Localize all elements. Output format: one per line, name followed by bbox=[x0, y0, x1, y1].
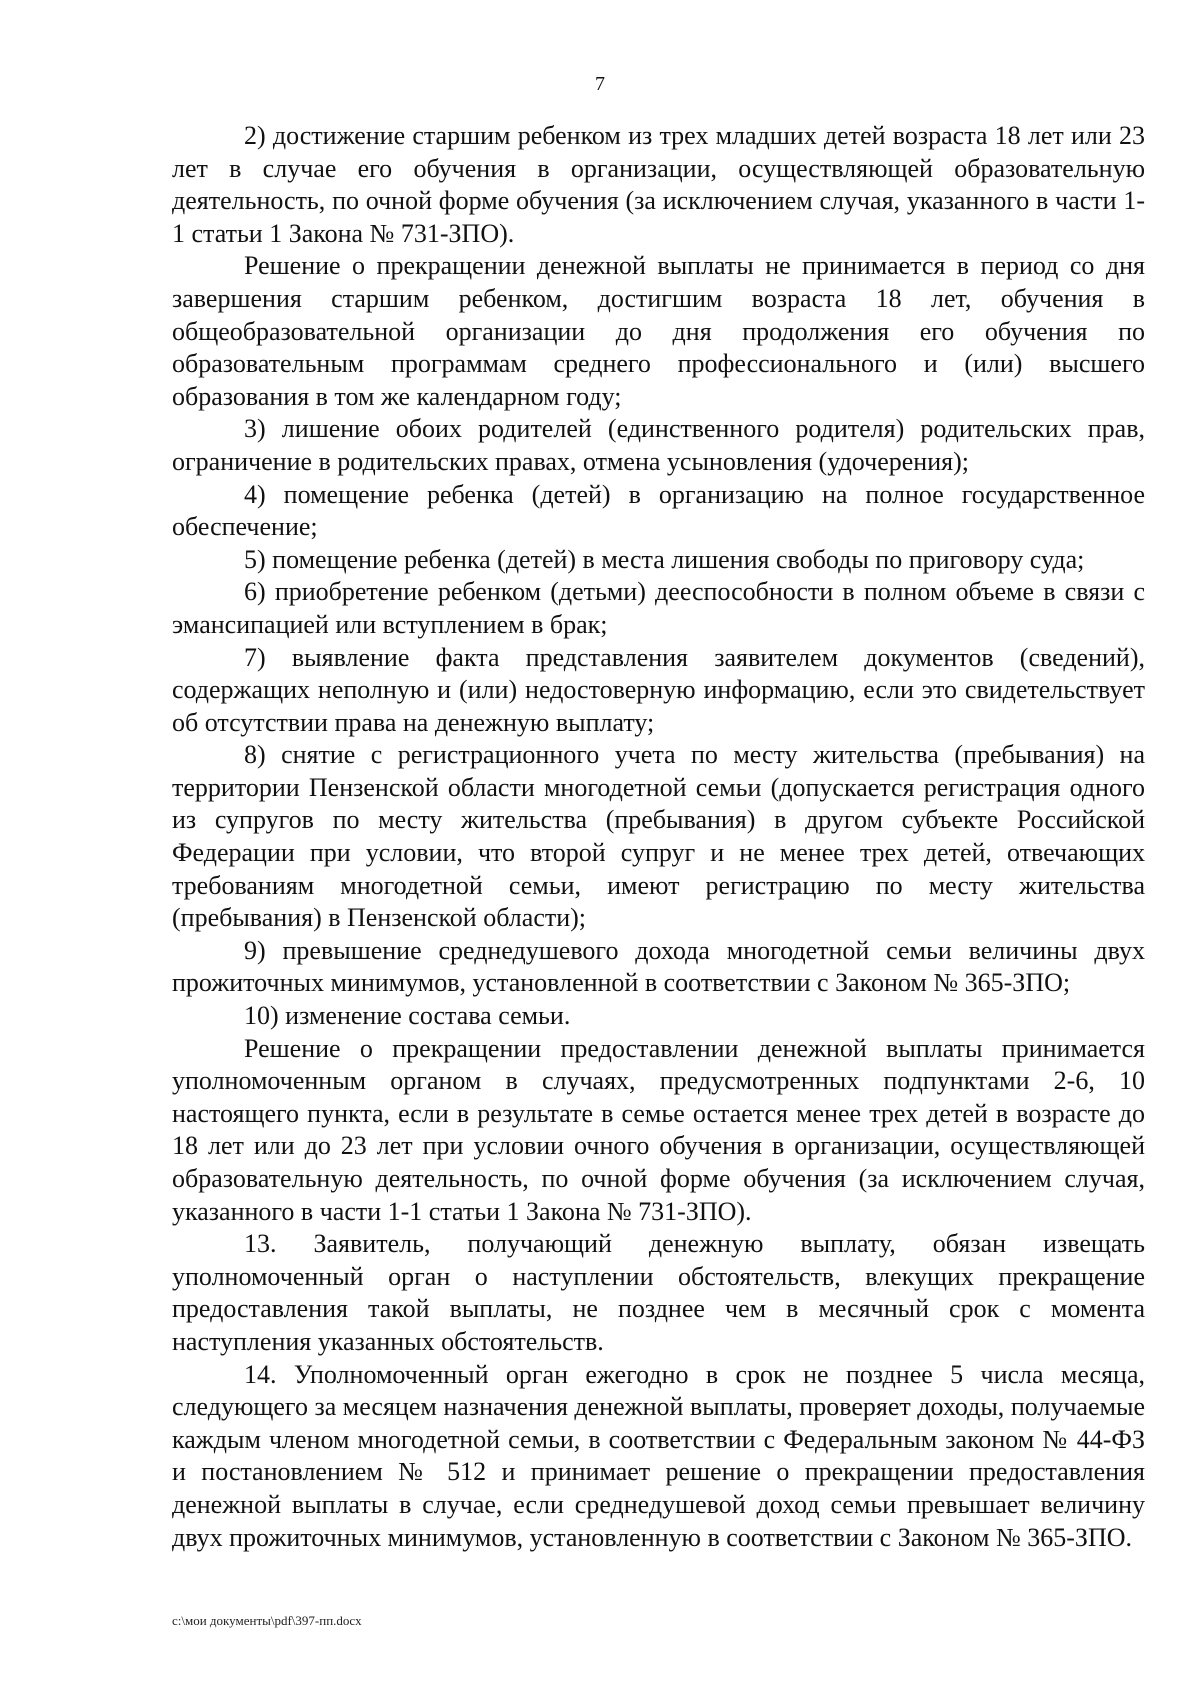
paragraph-item-6: 6) приобретение ребенком (детьми) дееспособности в полном объеме в связи с эмансипацией или вступлением в брак; bbox=[172, 577, 1145, 639]
paragraph-item-2: 2) достижение старшим ребенком из трех младших детей возраста 18 лет или 23 лет в случае его обучения в организации, осуществляющей образовательную деятельность, по очной форме обучения (за исключением случая, указанного в части 1-1 статьи 1 Закона № 731-ЗПО). bbox=[172, 121, 1145, 248]
paragraph-item-8: 8) снятие с регистрационного учета по месту жительства (пребывания) на территории Пензенской области многодетной семьи (допускается регистрация одного из супругов по месту жительства (пребывания) в другом субъекте Российской Федерации при условии, что второй супруг и не менее трех детей, отвечающих требованиям многодетной семьи, имеют регистрацию по месту жительства (пребывания) в Пензенской области); bbox=[172, 740, 1145, 933]
paragraph-item-7: 7) выявление факта представления заявителем документов (сведений), содержащих неполную и (или) недостоверную информацию, если это свидетельствует об отсутствии права на денежную выплату; bbox=[172, 642, 1145, 737]
document-body bbox=[172, 120, 1145, 1554]
paragraph-decision-exception: Решение о прекращении денежной выплаты не принимается в период со дня завершения старшим ребенком, достигшим возраста 18 лет, обучения в общеобразовательной организации до дня продолжения его обучения по образовательным программам среднего профессионального и (или) высшего образования в том же календарном году; bbox=[172, 251, 1145, 411]
paragraph-item-4: 4) помещение ребенка (детей) в организацию на полное государственное обеспечение; bbox=[172, 479, 1145, 542]
paragraph-item-9: 9) превышение среднедушевого дохода многодетной семьи величины двух прожиточных минимумов, установленной в соответствии с Законом № 365-ЗПО; bbox=[172, 935, 1145, 998]
paragraph-section-13: 13. Заявитель, получающий денежную выплату, обязан извещать уполномоченный орган о наступлении обстоятельств, влекущих прекращение предоставления такой выплаты, не позднее чем в месячный срок с момента наступления указанных обстоятельств. bbox=[172, 1229, 1145, 1356]
paragraph-item-3: 3) лишение обоих родителей (единственного родителя) родительских прав, ограничение в родительских правах, отмена усыновления (удочерения); bbox=[172, 414, 1145, 476]
paragraph-item-10: 10) изменение состава семьи. bbox=[244, 1001, 571, 1031]
paragraph-decision-termination: Решение о прекращении предоставлении денежной выплаты принимается уполномоченным органом в случаях, предусмотренных подпунктами 2-6, 10 настоящего пункта, если в результате в семье остается менее трех детей в возрасте до 18 лет или до 23 лет при условии очного обучения в организации, осуществляющей образовательную деятельность, по очной форме обучения (за исключением случая, указанного в части 1-1 статьи 1 Закона № 731-ЗПО). bbox=[172, 1033, 1145, 1226]
page-number: 7 bbox=[595, 73, 605, 95]
paragraph-section-14: 14. Уполномоченный орган ежегодно в срок не позднее 5 числа месяца, следующего за месяцем назначения денежной выплаты, проверяет доходы, получаемые каждым членом многодетной семьи, в соответствии с Федеральным законом № 44-ФЗ и постановлением № 512 и принимает решение о прекращении предоставления денежной выплаты в случае, если среднедушевой доход семьи превышает величину двух прожиточных минимумов, установленную в соответствии с Законом № 365-ЗПО. bbox=[172, 1359, 1145, 1552]
paragraph-item-5: 5) помещение ребенка (детей) в места лишения свободы по приговору суда; bbox=[244, 544, 1085, 574]
footer-file-path: c:\мои документы\pdf\397-пп.docx bbox=[172, 1613, 362, 1628]
